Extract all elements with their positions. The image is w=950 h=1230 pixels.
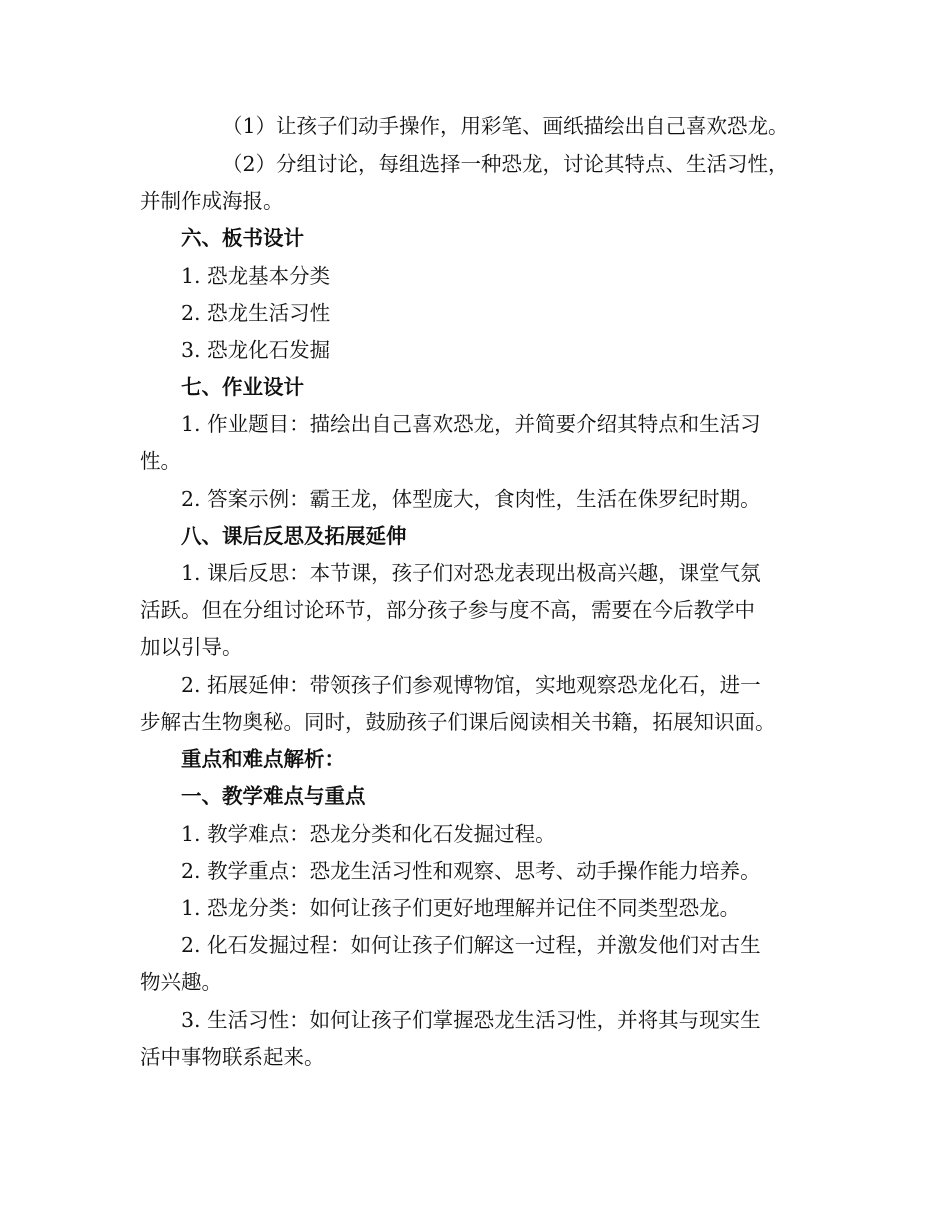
section-heading-key-points: 重点和难点解析：: [181, 747, 345, 771]
difficulty-item-1: 1. 教学难点：恐龙分类和化石发掘过程。: [181, 822, 556, 846]
analysis-item-1: 1. 恐龙分类：如何让孩子们更好地理解并记住不同类型恐龙。: [181, 896, 741, 920]
reflection-item-1-cont: 活跃。但在分组讨论环节，部分孩子参与度不高，需要在今后教学中: [140, 598, 755, 622]
homework-item-1-cont: 性。: [140, 449, 181, 473]
homework-item-1: 1. 作业题目：描绘出自己喜欢恐龙，并简要介绍其特点和生活习: [181, 412, 761, 436]
section-heading-difficulties: 一、教学难点与重点: [181, 784, 366, 808]
analysis-item-2: 2. 化石发掘过程：如何让孩子们解这一过程，并激发他们对古生: [181, 933, 761, 957]
section-heading-board-design: 六、板书设计: [181, 226, 304, 250]
board-item-1: 1. 恐龙基本分类: [181, 264, 331, 288]
section-heading-homework: 七、作业设计: [181, 375, 304, 399]
homework-item-2: 2. 答案示例：霸王龙，体型庞大，食肉性，生活在侏罗纪时期。: [181, 487, 761, 511]
keypoint-item-2: 2. 教学重点：恐龙生活习性和观察、思考、动手操作能力培养。: [181, 859, 761, 883]
reflection-item-1-cont2: 加以引导。: [140, 635, 243, 659]
section-heading-reflection: 八、课后反思及拓展延伸: [181, 524, 407, 548]
board-item-2: 2. 恐龙生活习性: [181, 301, 331, 325]
analysis-item-3-cont: 活中事物联系起来。: [140, 1045, 325, 1069]
reflection-item-1: 1. 课后反思：本节课，孩子们对恐龙表现出极高兴趣，课堂气氛: [181, 561, 761, 585]
analysis-item-2-cont: 物兴趣。: [140, 970, 222, 994]
analysis-item-3: 3. 生活习性：如何让孩子们掌握恐龙生活习性，并将其与现实生: [181, 1008, 761, 1032]
board-item-3: 3. 恐龙化石发掘: [181, 338, 331, 362]
extension-item-2-cont: 步解古生物奥秘。同时，鼓励孩子们课后阅读相关书籍，拓展知识面。: [140, 710, 776, 734]
activity-item-2-cont: 并制作成海报。: [140, 189, 284, 213]
activity-item-2: （2）分组讨论，每组选择一种恐龙，讨论其特点、生活习性，: [222, 152, 789, 176]
extension-item-2: 2. 拓展延伸：带领孩子们参观博物馆，实地观察恐龙化石，进一: [181, 673, 761, 697]
activity-item-1: （1）让孩子们动手操作，用彩笔、画纸描绘出自己喜欢恐龙。: [222, 114, 789, 138]
